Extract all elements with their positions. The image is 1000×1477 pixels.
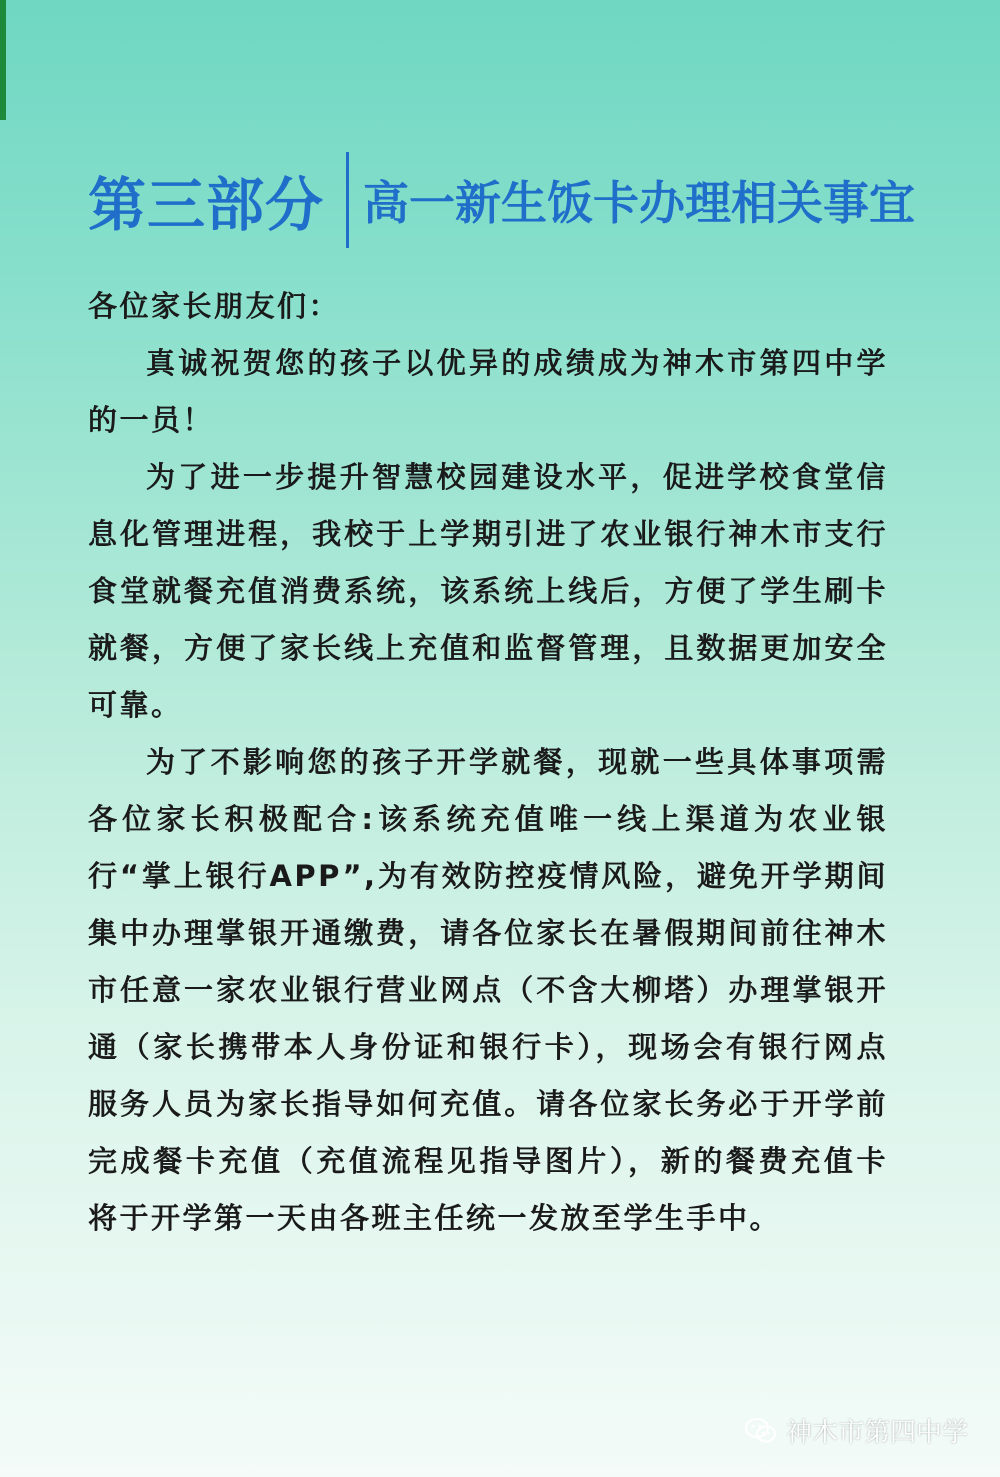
watermark-text: 神木市第四中学 [785,1418,968,1448]
paragraph-system-intro: 为了进一步提升智慧校园建设水平，促进学校食堂信息化管理进程，我校于上学期引进了农业银行神木市支行食堂就餐充值消费系统，该系统上线后，方便了学生刷卡就餐，方便了家长线上充值和监督管理，且数据更加安全可靠。 [88,460,888,722]
notice-body [88,278,888,1247]
greeting: 各位家长朋友们： [88,289,341,323]
wechat-watermark [744,1412,968,1449]
paragraph-congrats: 真诚祝贺您的孩子以优异的成绩成为神木市第四中学的一员！ [88,346,888,437]
section-part-label: 第三部分 [88,171,325,239]
left-edge-strip [0,0,6,120]
wechat-icon [744,1417,778,1445]
section-title: 高一新生饭卡办理相关事宜 [363,176,916,230]
section-header [88,150,915,250]
header-divider [346,152,349,248]
paragraph-instructions: 为了不影响您的孩子开学就餐，现就一些具体事项需各位家长积极配合:该系统充值唯一线上渠道为农业银行“掌上银行APP”,为有效防控疫情风险，避免开学期间集中办理掌银开通缴费，请各位家长在暑假期间前往神木市任意一家农业银行营业网点（不含大柳塔）办理掌银开通（家长携带本人身份证和银行卡），现场会有银行网点服务人员为家长指导如何充值。请各位家长务必于开学前完成餐卡充值（充值流程见指导图片），新的餐费充值卡将于开学第一天由各班主任统一发放至学生手中。 [88,745,888,1235]
